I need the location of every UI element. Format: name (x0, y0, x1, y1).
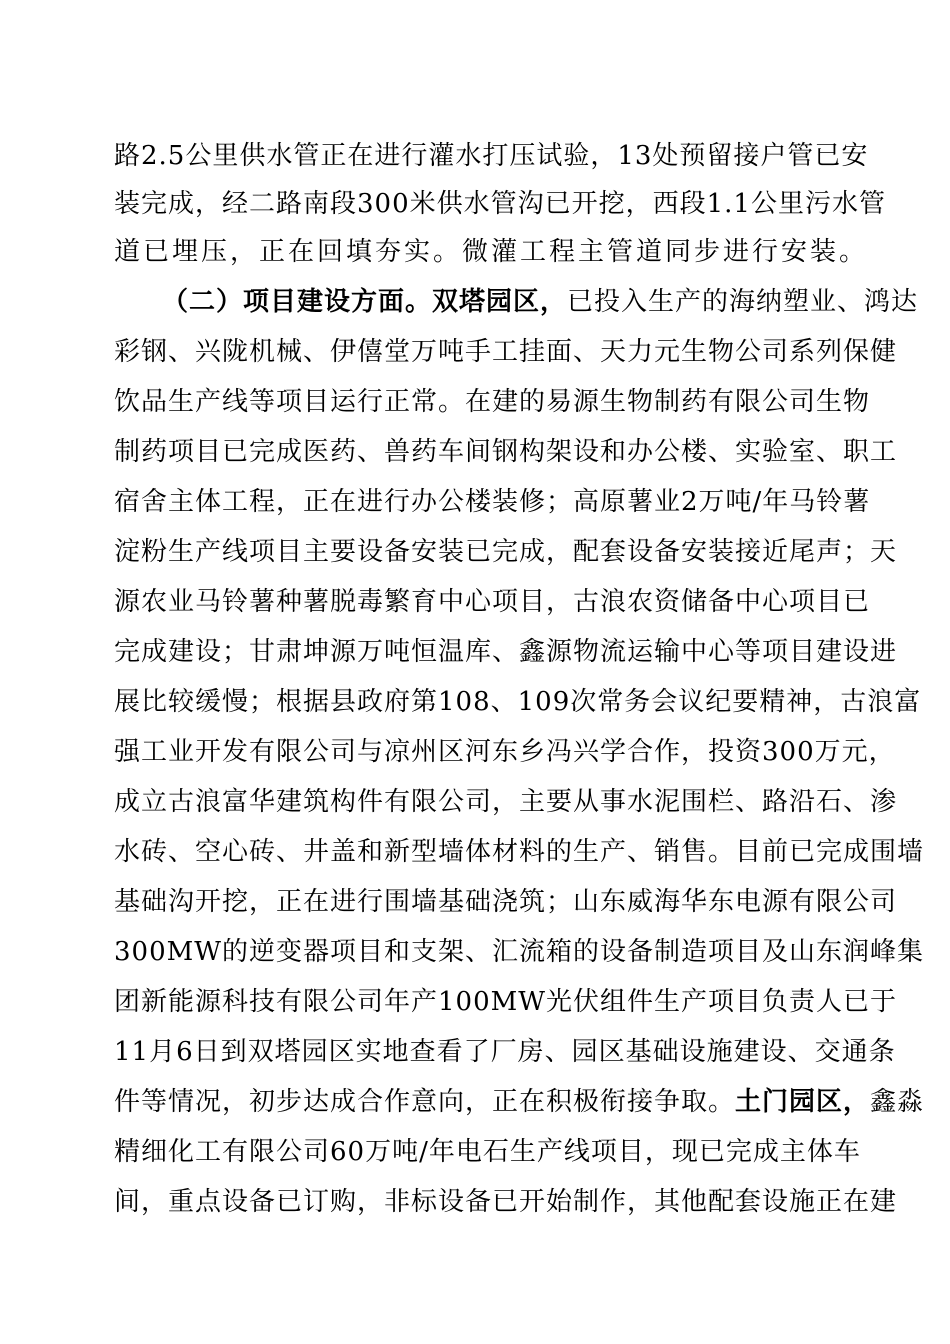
paragraph-line (114, 1132, 861, 1172)
line-text: 已投入生产的海纳塑业、鸿达 (567, 287, 919, 317)
paragraph-line (114, 882, 898, 922)
paragraph-line (114, 1082, 925, 1122)
line-text: 完成建设；甘肃坤源万吨恒温库、鑫源物流运输中心等项目建设进 (114, 637, 898, 667)
line-text: 饮品生产线等项目运行正常。在建的易源生物制药有限公司生物 (114, 387, 871, 417)
paragraph-line (114, 332, 898, 372)
paragraph-line (114, 232, 868, 272)
line-text: 件等情况，初步达成合作意向，正在积极衔接争取。 (114, 1087, 736, 1117)
line-text: 宿舍主体工程，正在进行办公楼装修；高原薯业2万吨/年马铃薯 (114, 487, 871, 517)
paragraph-line (114, 532, 898, 572)
line-text: 成立古浪富华建筑构件有限公司，主要从事水泥围栏、路沿石、渗 (114, 787, 898, 817)
paragraph-line (114, 382, 871, 422)
line-text: 精细化工有限公司60万吨/年电石生产线项目，现已完成主体车 (114, 1137, 861, 1167)
line-text: 制药项目已完成医药、兽药车间钢构架设和办公楼、实验室、职工 (114, 437, 898, 467)
section-heading-line (162, 282, 919, 322)
paragraph-line (114, 832, 925, 872)
paragraph-line (114, 632, 898, 672)
line-text: 基础沟开挖，正在进行围墙基础浇筑；山东威海华东电源有限公司 (114, 887, 898, 917)
subsection-heading: 土门园区， (735, 1087, 871, 1117)
line-text: 强工业开发有限公司与凉州区河东乡冯兴学合作，投资300万元， (114, 737, 896, 767)
line-text: 300MW的逆变器项目和支架、汇流箱的设备制造项目及山东润峰集 (114, 937, 924, 967)
section-heading: （二）项目建设方面。双塔园区， (162, 287, 568, 317)
paragraph-line (114, 432, 898, 472)
line-text: 11月6日到双塔园区实地查看了厂房、园区基础设施建设、交通条 (114, 1037, 896, 1067)
paragraph-line (114, 682, 922, 722)
paragraph-line (114, 932, 924, 972)
paragraph-line (114, 782, 898, 822)
paragraph-line (114, 582, 871, 622)
line-text: 鑫淼 (870, 1087, 925, 1117)
line-text: 彩钢、兴陇机械、伊僖堂万吨手工挂面、天力元生物公司系列保健 (114, 337, 898, 367)
paragraph-line (114, 136, 869, 176)
paragraph-line (114, 184, 886, 224)
paragraph-line (114, 1182, 898, 1222)
paragraph-line (114, 732, 896, 772)
paragraph-line (114, 482, 871, 522)
line-text: 源农业马铃薯种薯脱毒繁育中心项目，古浪农资储备中心项目已 (114, 587, 871, 617)
line-text: 路2.5公里供水管正在进行灌水打压试验，13处预留接户管已安 (114, 141, 869, 171)
paragraph-line (114, 1032, 896, 1072)
line-text: 展比较缓慢；根据县政府第108、109次常务会议纪要精神，古浪富 (114, 687, 922, 717)
line-text: 间，重点设备已订购，非标设备已开始制作，其他配套设施正在建 (114, 1187, 898, 1217)
line-text: 淀粉生产线项目主要设备安装已完成，配套设备安装接近尾声；天 (114, 537, 898, 567)
paragraph-line (114, 982, 897, 1022)
line-text: 团新能源科技有限公司年产100MW光伏组件生产项目负责人已于 (114, 987, 897, 1017)
line-text: 水砖、空心砖、井盖和新型墙体材料的生产、销售。目前已完成围墙 (114, 837, 925, 867)
line-text: 装完成，经二路南段300米供水管沟已开挖，西段1.1公里污水管 (114, 189, 886, 219)
line-text: 道已埋压，正在回填夯实。微灌工程主管道同步进行安装。 (114, 237, 869, 267)
